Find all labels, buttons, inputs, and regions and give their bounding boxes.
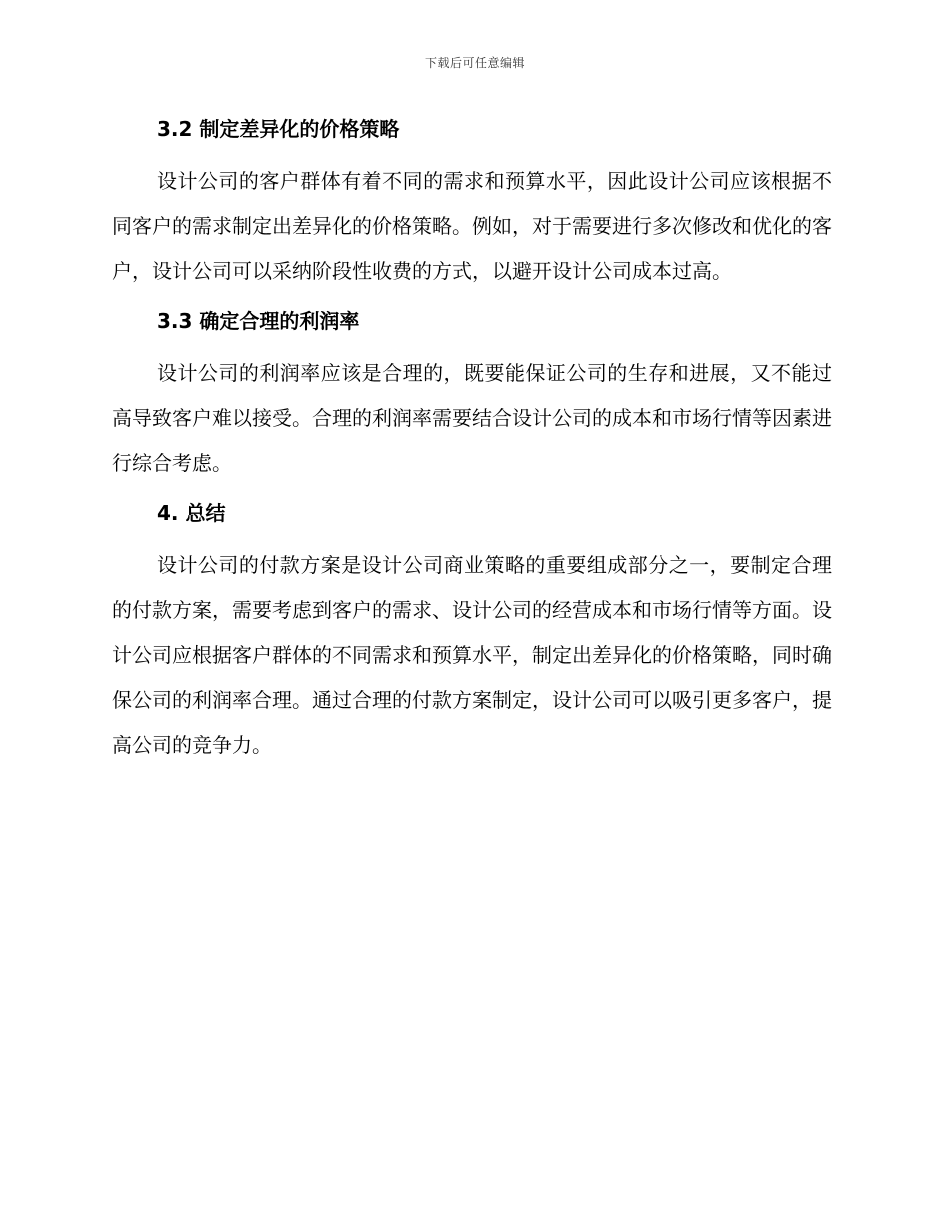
section-heading-4: 4. 总结 (157, 501, 226, 525)
document-body (112, 112, 832, 768)
section-heading-3-2: 3.2 制定差异化的价格策略 (157, 117, 400, 141)
section-paragraph-4: 设计公司的付款方案是设计公司商业策略的重要组成部分之一，要制定合理的付款方案，需要考虑到客户的需求、设计公司的经营成本和市场行情等方面。设计公司应根据客户群体的不同需求和预算水平，制定出差异化的价格策略，同时确保公司的利润率合理。通过合理的付款方案制定，设计公司可以吸引更多客户，提高公司的竞争力。 (112, 553, 832, 757)
page-header: 下载后可任意编辑 (424, 56, 525, 70)
section-paragraph-3-3: 设计公司的利润率应该是合理的，既要能保证公司的生存和进展，又不能过高导致客户难以接受。合理的利润率需要结合设计公司的成本和市场行情等因素进行综合考虑。 (112, 361, 832, 475)
section-heading-3-3: 3.3 确定合理的利润率 (157, 309, 360, 333)
section-paragraph-3-2: 设计公司的客户群体有着不同的需求和预算水平，因此设计公司应该根据不同客户的需求制定出差异化的价格策略。例如，对于需要进行多次修改和优化的客户，设计公司可以采纳阶段性收费的方式，以避开设计公司成本过高。 (112, 169, 832, 283)
